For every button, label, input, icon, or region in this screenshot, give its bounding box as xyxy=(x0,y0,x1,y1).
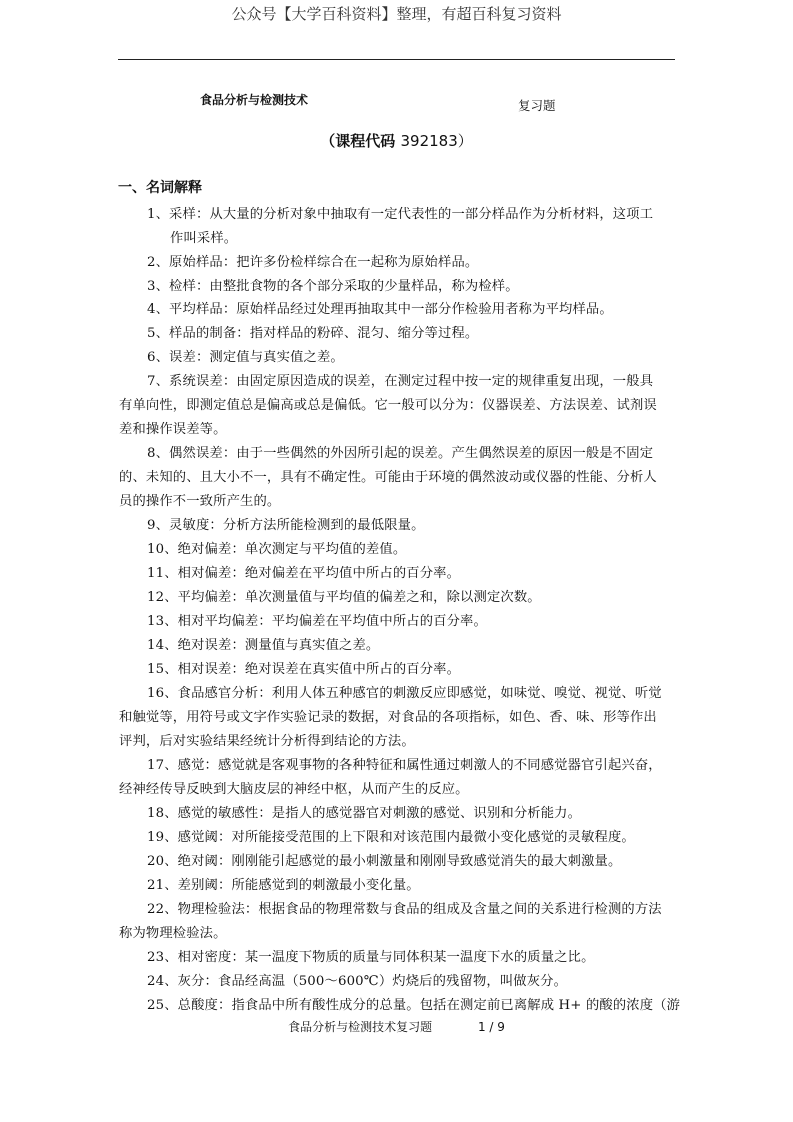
text-line: 2、原始样品：把许多份检样综合在一起称为原始样品。 xyxy=(147,255,479,270)
text-line: 4、平均样品：原始样品经过处理再抽取其中一部分作检验用者称为平均样品。 xyxy=(147,302,613,317)
watermark-text: 公众号【大学百科资料】整理，有超百科复习资料 xyxy=(231,5,562,23)
page-number: 1 / 9 xyxy=(477,1020,505,1034)
course-code xyxy=(0,130,793,151)
text-line: 18、感觉的敏感性：是指人的感觉器官对刺激的感觉、识别和分析能力。 xyxy=(147,806,582,821)
text-line: 7、系统误差：由固定原因造成的误差，在测定过程中按一定的规律重复出现，一般具 xyxy=(147,374,654,389)
text-line: 21、差别阈：所能感觉到的刺激最小变化量。 xyxy=(147,878,420,893)
text-line: 5、样品的制备：指对样品的粉碎、混匀、缩分等过程。 xyxy=(147,326,479,341)
text-line: 16、食品感官分析：利用人体五种感官的刺激反应即感觉，如味觉、嗅觉、视觉、听觉 xyxy=(147,686,662,701)
header-rule xyxy=(118,59,675,60)
course-code-label: （课程代码 xyxy=(320,132,396,150)
text-line: 14、绝对误差：测量值与真实值之差。 xyxy=(147,638,380,653)
course-code-number: 392183） xyxy=(400,132,473,150)
text-line: 11、相对偏差：绝对偏差在平均值中所占的百分率。 xyxy=(147,566,461,581)
text-line: 经神经传导反映到大脑皮层的神经中枢，从而产生的反应。 xyxy=(119,782,469,797)
text-line: 8、偶然误差：由于一些偶然的外因所引起的误差。产生偶然误差的原因一般是不固定 xyxy=(147,446,654,461)
text-line: 22、物理检验法：根据食品的物理常数与食品的组成及含量之间的关系进行检测的方法 xyxy=(147,902,662,917)
text-line: 13、相对平均偏差：平均偏差在平均值中所占的百分率。 xyxy=(147,614,487,629)
text-line: 12、平均偏差：单次测量值与平均值的偏差之和，除以测定次数。 xyxy=(147,590,541,605)
text-line: 差和操作误差等。 xyxy=(119,422,227,437)
text-line: 员的操作不一致所产生的。 xyxy=(119,494,281,509)
section-heading: 一、名词解释 xyxy=(118,180,202,196)
text-line: 9、灵敏度：分析方法所能检测到的最低限量。 xyxy=(147,518,425,533)
text-line: 有单向性，即测定值总是偏高或总是偏低。它一般可以分为：仪器误差、方法误差、试剂误 xyxy=(119,398,657,413)
text-line: 19、感觉阈：对所能接受范围的上下限和对该范围内最微小变化感觉的灵敏程度。 xyxy=(147,830,635,845)
footer-title: 食品分析与检测技术复习题 xyxy=(288,1020,433,1034)
text-line: 称为物理检验法。 xyxy=(119,926,227,941)
text-line: 6、误差：测定值与真实值之差。 xyxy=(147,350,344,365)
course-title: 食品分析与检测技术 xyxy=(200,93,309,107)
review-label: 复习题 xyxy=(518,98,556,113)
text-line: 作叫采样。 xyxy=(170,231,238,246)
text-line: 的、未知的、且大小不一，具有不确定性。可能由于环境的偶然波动或仪器的性能、分析人 xyxy=(119,470,657,485)
text-line: 24、灰分：食品经高温（500～600℃）灼烧后的残留物，叫做灰分。 xyxy=(147,974,568,989)
text-line: 1、采样：从大量的分析对象中抽取有一定代表性的一部分样品作为分析材料，这项工 xyxy=(147,207,654,222)
text-line: 3、检样：由整批食物的各个部分采取的少量样品，称为检样。 xyxy=(147,279,519,294)
text-line: 和触觉等，用符号或文字作实验记录的数据，对食品的各项指标，如色、香、味、形等作出 xyxy=(119,710,657,725)
text-line: 17、感觉：感觉就是客观事物的各种特征和属性通过刺激人的不同感觉器官引起兴奋， xyxy=(147,758,662,773)
text-line: 15、相对误差：绝对误差在真实值中所占的百分率。 xyxy=(147,662,461,677)
page-footer xyxy=(0,1018,793,1035)
text-line: 20、绝对阈：刚刚能引起感觉的最小刺激量和刚刚导致感觉消失的最大刺激量。 xyxy=(147,854,622,869)
text-line: 评判，后对实验结果经统计分析得到结论的方法。 xyxy=(119,734,415,749)
text-line: 25、总酸度：指食品中所有酸性成分的总量。包括在测定前已离解成 H+ 的酸的浓度（游 xyxy=(147,998,681,1013)
text-line: 23、相对密度：某一温度下物质的质量与同体积某一温度下水的质量之比。 xyxy=(147,950,595,965)
text-line: 10、绝对偏差：单次测定与平均值的差值。 xyxy=(147,542,407,557)
